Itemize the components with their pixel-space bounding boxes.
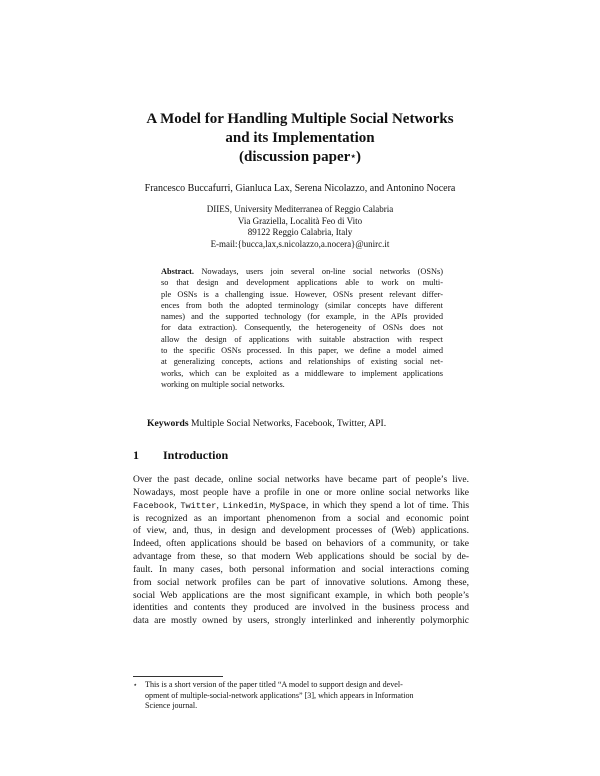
abstract-line: at generalizing concepts, actions and relationships of existing social net- bbox=[161, 357, 443, 367]
footnote-line: opment of multiple-social-network applications” [3], which appears in Information bbox=[145, 690, 414, 700]
body-line: identities and contents they produced are involved in the business process and bbox=[133, 603, 469, 614]
body-line: social Web applications are the most significant example, in which both people’s bbox=[133, 590, 469, 601]
abstract bbox=[161, 266, 443, 390]
section-heading bbox=[133, 448, 228, 463]
title-line-2: and its Implementation bbox=[225, 130, 375, 146]
affiliation-email: E-mail:{bucca,lax,s.nicolazzo,a.nocera}@unirc.it bbox=[210, 238, 390, 249]
body-line: Facebook, Twitter, Linkedin, MySpace, in which they spend a lot of time. This bbox=[133, 500, 470, 511]
abstract-line: for data extraction). Consequently, the heterogeneity of OSNs does not bbox=[161, 323, 443, 333]
paper-title bbox=[0, 110, 600, 167]
title-line-1: A Model for Handling Multiple Social Networks bbox=[146, 111, 454, 127]
abstract-label: Abstract. bbox=[161, 267, 194, 276]
affiliation-line: 89122 Reggio Calabria, Italy bbox=[247, 227, 353, 237]
footnote bbox=[133, 680, 469, 712]
body-line: of view, and, thus, in design and development processes of (Web) applications. bbox=[133, 526, 469, 537]
title-line-3: (discussion paper⋆) bbox=[239, 149, 361, 165]
keywords-text: Multiple Social Networks, Facebook, Twitter, API. bbox=[190, 418, 387, 429]
body-line: advantage from these, so that modern Web applications should be social by de- bbox=[133, 552, 469, 563]
affiliation-block bbox=[0, 204, 600, 250]
section-title: Introduction bbox=[163, 448, 229, 462]
footnote-mark: ⋆ bbox=[133, 681, 138, 689]
body-line: Nowadays, most people have a profile in one or more online social networks like bbox=[133, 487, 469, 498]
title-footnote-mark: ⋆ bbox=[350, 151, 356, 161]
abstract-line: ences from both the adopted terminology (similar concepts have different bbox=[161, 300, 443, 310]
body-line: is recognized as an important phenomenon from a social and economic point bbox=[133, 513, 469, 524]
abstract-line: names) and the supported technology (for example, in the APIs provided bbox=[161, 312, 443, 322]
abstract-line: ple OSNs is a challenging issue. However, OSNs present relevant differ- bbox=[161, 289, 443, 299]
body-line: data are mostly owned by users, strongly interlinked and inherently polymorphic bbox=[133, 616, 469, 627]
introduction-text bbox=[133, 474, 469, 628]
keywords-label: Keywords bbox=[147, 418, 189, 429]
body-line: Indeed, often applications should be based on behaviors of a community, or take bbox=[133, 539, 469, 550]
author-list: Francesco Buccafurri, Gianluca Lax, Serena Nicolazzo, and Antonino Nocera bbox=[144, 183, 456, 194]
body-line: from social network profiles can be part of innovative solutions. Among these, bbox=[133, 577, 469, 588]
footnote-rule bbox=[133, 676, 223, 677]
abstract-line: so that design and development applications able to work on multi- bbox=[161, 278, 443, 288]
keywords bbox=[147, 418, 386, 429]
affiliation-line: DIIES, University Mediterranea of Reggio Calabria bbox=[206, 204, 394, 214]
body-line: Over the past decade, online social networks have became part of people’s live. bbox=[133, 475, 469, 485]
section-number: 1 bbox=[133, 448, 139, 462]
footnote-line: Science journal. bbox=[145, 701, 198, 710]
body-line: fault. In many cases, both personal information and social interactions coming bbox=[133, 564, 469, 575]
affiliation-line: Via Graziella, Località Feo di Vito bbox=[237, 215, 363, 226]
abstract-line: allow the design of applications with suitable abstraction with respect bbox=[161, 334, 443, 344]
footnote-line: ⋆ This is a short version of the paper titled “A model to support design and devel- bbox=[133, 680, 403, 689]
abstract-line: to the specific OSNs processed. In this paper, we define a model aimed bbox=[161, 346, 443, 356]
abstract-line: works, which can be exploited as a middleware to implement applications bbox=[161, 368, 443, 378]
abstract-line: Abstract. Nowadays, users join several on-line social networks (OSNs) bbox=[161, 267, 443, 276]
abstract-line: working on multiple social networks. bbox=[161, 379, 285, 389]
